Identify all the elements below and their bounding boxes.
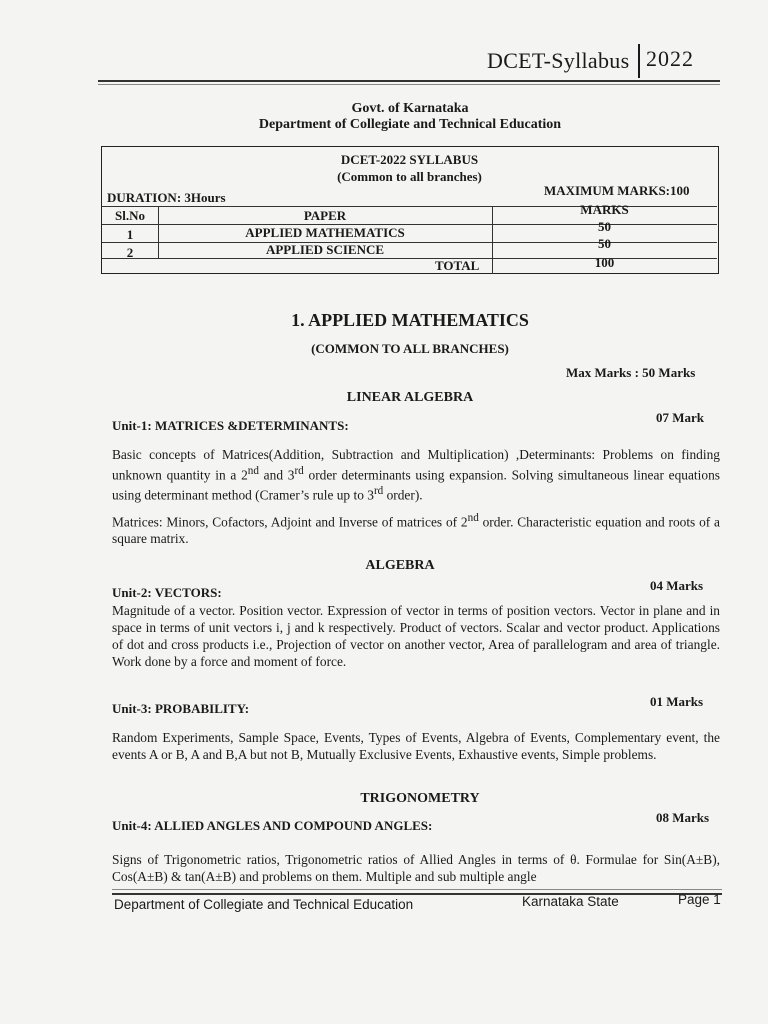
superscript: rd [294,465,304,477]
header-rule [98,80,720,82]
row-1-slno: 1 [126,227,134,242]
footer-rule [112,893,722,895]
max-marks-label: MAXIMUM MARKS:100 [544,183,690,198]
header-rule-thin [98,84,720,85]
unit-1-marks: 07 Mark [656,410,705,425]
unit-4-marks: 08 Marks [656,810,710,825]
footer-page-number: Page 1 [678,892,721,907]
superscript: nd [247,465,259,477]
header-year: 2022 [646,46,694,71]
col-header-slno: Sl.No [115,208,145,223]
unit-3-paragraph: Random Experiments, Sample Space, Events, Types of Events, Algebra of Events, Complementary event, the events A or B, A and B,A but not B, Mutually Exclusive Events, Exhaustive events, Simple problems. [112,730,720,762]
footer-rule-thin [112,889,722,890]
summary-table [101,146,719,274]
section-title: 1. APPLIED MATHEMATICS [291,310,529,330]
unit-4-paragraph: Signs of Trigonometric ratios, Trigonometric ratios of Allied Angles in terms of θ. Formulae for Sin(A±B), Cos(A±B) & tan(A±B) and problems on them. Multiple and sub multiple angle [112,852,720,884]
unit-4-title: Unit-4: ALLIED ANGLES AND COMPOUND ANGLES: [112,818,433,833]
footer-department: Department of Collegiate and Technical Education [114,897,414,912]
text-run: and 3 [258,467,295,483]
row-1-marks: 50 [598,219,611,234]
row-2-paper: APPLIED SCIENCE [265,242,385,257]
unit-2-paragraph: Magnitude of a vector. Position vector. Expression of vector in terms of position vectors. Vector in plane and in space in terms of unit vectors i, j and k respectively. Product of vectors. Scalar and vector product. Applications of dot and cross products i.e., Projection of vector on another vector, Area of parallelogram and area of triangle. Work done by a force and moment of force. [112,603,720,669]
section-max-marks: Max Marks : 50 Marks [566,365,696,380]
unit-2-marks: 04 Marks [650,578,704,593]
text-run: Basic concepts of Matrices(Addition, Subtraction and Multiplication) ,Determinants: Problems on finding unknown quantity in a 2 [112,447,720,483]
row-2-marks: 50 [598,236,611,251]
table-subtitle: (Common to all branches) [337,169,482,184]
text-run: order). [383,487,423,503]
text-run: order determinants using expansion. Solving simultaneous linear equations using determinant method (Cramer’s rule up to 3 [112,467,720,503]
col-header-marks: MARKS [580,202,629,217]
unit-3-marks: 01 Marks [650,694,704,709]
footer-state: Karnataka State [522,894,619,909]
superscript: nd [467,512,479,524]
total-marks: 100 [594,255,615,270]
govt-name: Govt. of Karnataka [351,101,469,116]
superscript: rd [373,485,384,498]
table-title: DCET-2022 SYLLABUS [340,152,479,167]
heading-linear-algebra: LINEAR ALGEBRA [346,390,474,405]
unit-1-paragraph-2 [112,510,720,547]
duration-label: DURATION: 3Hours [107,190,226,205]
unit-2-title: Unit-2: VECTORS: [112,585,222,600]
heading-algebra: ALGEBRA [365,558,435,573]
department-name: Department of Collegiate and Technical Education [258,117,562,132]
unit-1-paragraph-1 [112,446,720,504]
heading-trigonometry: TRIGONOMETRY [360,791,480,806]
total-label: TOTAL [435,258,480,273]
unit-3-title: Unit-3: PROBABILITY: [112,701,250,716]
row-1-paper: APPLIED MATHEMATICS [245,225,405,240]
header-separator [638,44,640,78]
section-subtitle: (COMMON TO ALL BRANCHES) [311,341,509,356]
col-header-paper: PAPER [303,208,347,223]
text-run: order. Characteristic equation and roots of a square matrix. [112,514,720,547]
row-2-slno: 2 [126,245,134,260]
header-title: DCET-Syllabus [487,48,630,73]
text-run: Matrices: Minors, Cofactors, Adjoint and Inverse of matrices of 2 [112,514,468,530]
unit-1-title: Unit-1: MATRICES &DETERMINANTS: [112,418,349,433]
